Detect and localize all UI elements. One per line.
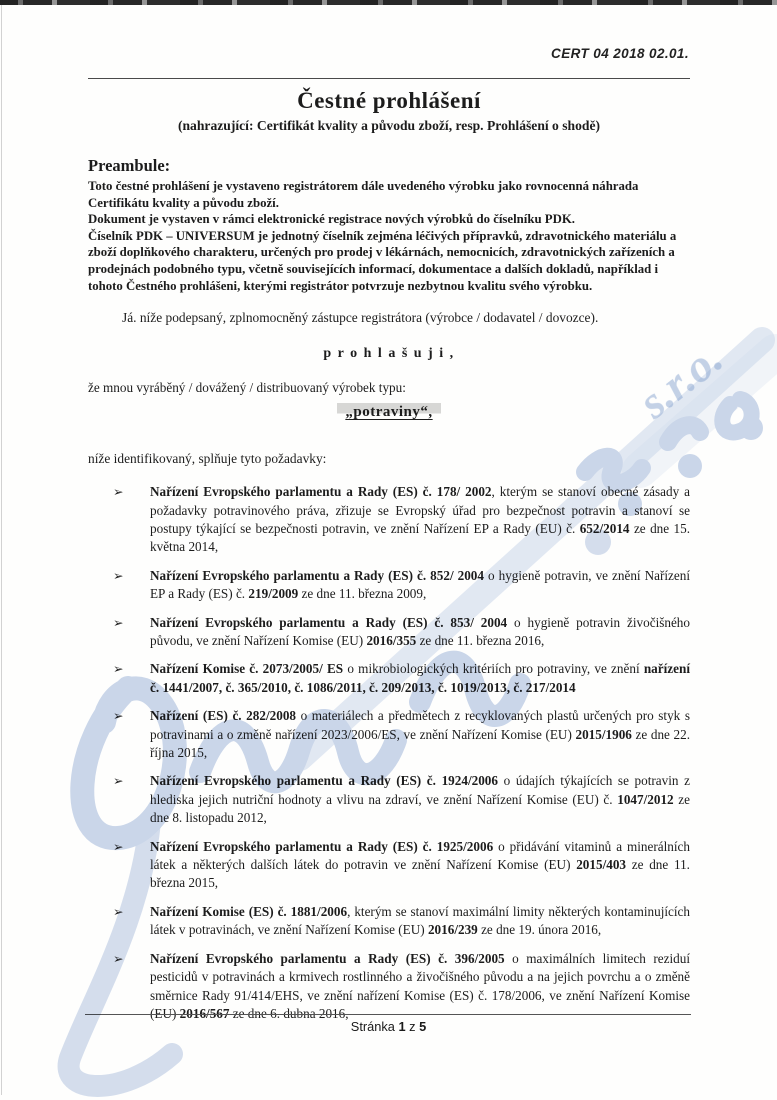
preamble-body xyxy=(88,178,690,294)
requirements-list xyxy=(88,483,690,1023)
bullet-arrow-icon: ➢ xyxy=(113,568,124,583)
header-rule xyxy=(88,78,690,79)
requirement-text: Nařízení Evropského parlamentu a Rady (ES) č. 853/ 2004 o hygieně potravin živočišného původu, ve znění Nařízení Komise (EU) 2016/355 ze dne 11. března 2016, xyxy=(150,614,690,648)
requirement-text: Nařízení Evropského parlamentu a Rady (ES) č. 396/2005 o maximálních limitech reziduí pesticidů v potravinách a krmivech rostlinného a živočišného původu a na jejich povrchu a o změně směrnice Rady 91/414/EHS, ve znění nařízení Komise (ES) č. 178/2006, ve znění Nařízení Komise (EU) 2016/567 ze dne 6. dubna 2016, xyxy=(150,950,690,1021)
requirement-text: Nařízení (ES) č. 282/2008 o materiálech a předmětech z recyklovaných plastů určených pro styk s potravinami a o změně nařízení 2023/2006/ES, ve znění Nařízení Komise (EU) 2015/1906 ze dne 22. října 2015, xyxy=(150,708,690,761)
page-number-part: z xyxy=(405,1019,420,1034)
requirement-item xyxy=(113,707,690,762)
bullet-arrow-icon: ➢ xyxy=(113,709,124,724)
page-number-part: Stránka xyxy=(350,1019,399,1034)
requirements-intro: níže identifikovaný, splňuje tyto požadavky: xyxy=(88,451,327,467)
declaration-word: p r o h l a š u j i , xyxy=(323,346,455,362)
bullet-arrow-icon: ➢ xyxy=(113,839,124,854)
requirement-text: Nařízení Komise (ES) č. 1881/2006, kterým se stanoví maximální limity některých kontaminujících látek v potravinách, ve znění Nařízení Komise (EU) 2016/239 ze dne 19. února 2016, xyxy=(150,903,690,938)
watermark-text: s.r.o. xyxy=(628,331,732,428)
requirement-text: Nařízení Evropského parlamentu a Rady (ES) č. 1925/2006 o přidávání vitaminů a minerálních látek a některých dalších látek do potravin ve znění Nařízení Komise (EU) 2015/403 ze dne 11. března 2015, xyxy=(150,838,690,891)
requirement-text: Nařízení Evropského parlamentu a Rady (ES) č. 852/ 2004 o hygieně potravin, ve znění Nařízení EP a Rady (ES) č. 219/2009 ze dne 11. března 2009, xyxy=(150,567,690,602)
footer-rule xyxy=(85,1014,691,1015)
preamble-paragraph: Dokument je vystaven v rámci elektronické registrace nových výrobků do číselníku PDK. xyxy=(88,212,575,227)
scan-edge-line xyxy=(1,5,2,1095)
requirement-item xyxy=(113,660,690,697)
page-number xyxy=(0,1019,777,1034)
requirement-item xyxy=(113,903,690,940)
preamble-paragraph: Číselník PDK – UNIVERSUM je jednotný číselník zejména léčivých přípravků, zdravotnického materiálu a zboží doplňkového charakteru, určených pro prodej v lékárnách, nemocnicích, zdravotnických zařízeních a prodejnách podobného typu, včetně souvisejících informací, dokumentace a dalších dokladů, například i tohoto Čestného prohlášeni, kterými registrátor potvrzuje nezbytnou kvalitu svého výrobku. xyxy=(88,228,677,293)
product-type-line: že mnou vyráběný / dovážený / distribuovaný výrobek typu: xyxy=(88,380,406,396)
product-type-value: „potraviny“, xyxy=(337,403,440,421)
preamble-heading: Preambule: xyxy=(88,156,171,175)
document-reference-code: CERT 04 2018 02.01. xyxy=(551,46,689,61)
document-content xyxy=(88,88,690,1033)
requirement-text: Nařízení Evropského parlamentu a Rady (ES) č. 1924/2006 o údajích týkajících se potravin z hlediska jejich nutriční hodnoty a vlivu na zdraví, ve znění Nařízení Komise (EU) č. 1047/2012 ze dne 8. listopadu 2012, xyxy=(150,773,690,826)
page-title: Čestné prohlášení xyxy=(297,88,481,113)
requirement-item xyxy=(113,483,690,557)
product-type-wrap xyxy=(88,403,690,421)
requirement-item xyxy=(113,838,690,893)
page-number-part: 5 xyxy=(419,1019,427,1034)
page-subtitle: (nahrazující: Certifikát kvality a původu zboží, resp. Prohlášení o shodě) xyxy=(177,118,601,133)
scan-edge-artifact xyxy=(0,0,777,5)
requirement-item xyxy=(113,614,690,651)
declaration-intro: Já. níže podepsaný, zplnomocněný zástupce registrátora (výrobce / dodavatel / dovozce). xyxy=(122,310,599,326)
preamble-paragraph: Toto čestné prohlášení je vystaveno registrátorem dále uvedeného výrobku jako rovnocenná náhrada Certifikátu kvality a původu zboží. xyxy=(88,179,639,210)
requirement-text: Nařízení Evropského parlamentu a Rady (ES) č. 178/ 2002, kterým se stanoví obecné zásady a požadavky potravinového práva, zřizuje se Evropský úřad pro bezpečnost potravin a stanoví se postupy týkající se bezpečnosti potravin, ve znění Nařízení EP a Rady (EU) č. 652/2014 ze dne 15. května 2014, xyxy=(150,484,691,555)
bullet-arrow-icon: ➢ xyxy=(113,774,124,789)
requirement-item xyxy=(113,950,690,1024)
requirement-item xyxy=(113,772,690,827)
bullet-arrow-icon: ➢ xyxy=(113,485,124,500)
requirement-item xyxy=(113,567,690,604)
bullet-arrow-icon: ➢ xyxy=(113,662,124,677)
bullet-arrow-icon: ➢ xyxy=(113,904,124,919)
page-number-part: 1 xyxy=(398,1019,406,1034)
requirement-text: Nařízení Komise č. 2073/2005/ ES o mikrobiologických kritériích pro potraviny, ve znění nařízení č. 1441/2007, č. 365/2010, č. 1086/2011, č. 209/2013, č. 1019/2013, č. 217/2014 xyxy=(150,661,690,695)
bullet-arrow-icon: ➢ xyxy=(113,951,124,966)
bullet-arrow-icon: ➢ xyxy=(113,615,124,630)
